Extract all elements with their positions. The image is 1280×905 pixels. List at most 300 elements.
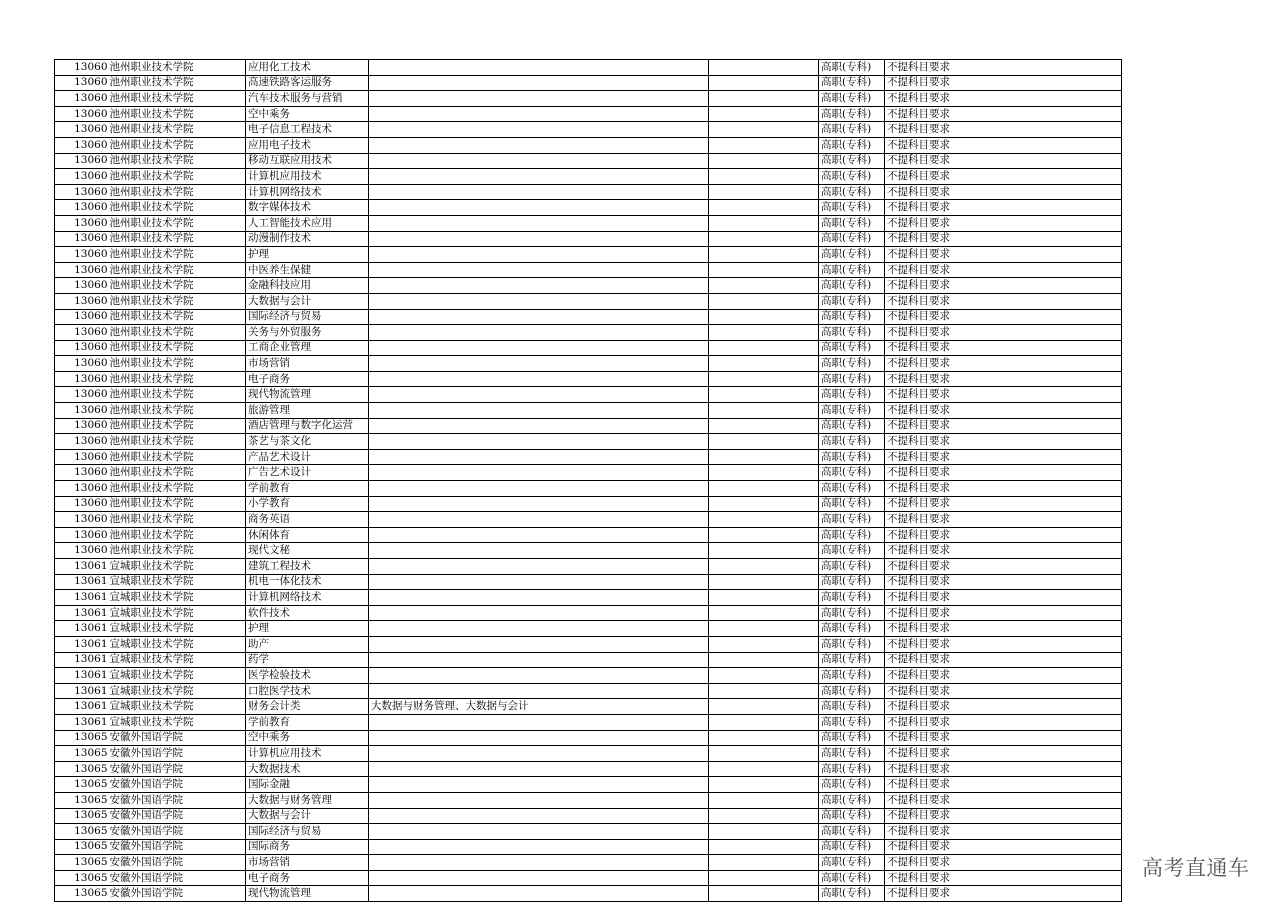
table-row: [55, 792, 1122, 808]
blank-cell: [709, 512, 819, 528]
major-name-cell: 医学检验技术: [246, 668, 369, 684]
major-name-cell: 现代文秘: [246, 543, 369, 559]
subject-requirement-cell: 不提科目要求: [885, 636, 1122, 652]
subject-requirement-cell: 不提科目要求: [885, 746, 1122, 762]
school-code-cell: 13060: [55, 356, 109, 372]
major-note-cell: [369, 200, 709, 216]
level-cell: 高职(专科): [819, 262, 885, 278]
school-name-cell: 池州职业技术学院: [109, 418, 246, 434]
level-cell: 高职(专科): [819, 605, 885, 621]
major-note-cell: [369, 231, 709, 247]
subject-requirement-cell: 不提科目要求: [885, 169, 1122, 185]
level-cell: 高职(专科): [819, 808, 885, 824]
subject-requirement-cell: 不提科目要求: [885, 839, 1122, 855]
school-code-cell: 13065: [55, 855, 109, 871]
blank-cell: [709, 636, 819, 652]
table-row: [55, 746, 1122, 762]
school-code-cell: 13060: [55, 184, 109, 200]
major-note-cell: [369, 215, 709, 231]
level-cell: 高职(专科): [819, 387, 885, 403]
level-cell: 高职(专科): [819, 543, 885, 559]
major-note-cell: [369, 590, 709, 606]
major-note-cell: [369, 293, 709, 309]
major-note-cell: [369, 418, 709, 434]
table-row: [55, 870, 1122, 886]
level-cell: 高职(专科): [819, 636, 885, 652]
subject-requirement-cell: 不提科目要求: [885, 543, 1122, 559]
school-code-cell: 13060: [55, 215, 109, 231]
school-name-cell: 宣城职业技术学院: [109, 699, 246, 715]
table-row: [55, 839, 1122, 855]
table-row: [55, 605, 1122, 621]
school-code-cell: 13060: [55, 512, 109, 528]
level-cell: 高职(专科): [819, 403, 885, 419]
school-code-cell: 13061: [55, 699, 109, 715]
table-row: [55, 122, 1122, 138]
blank-cell: [709, 746, 819, 762]
major-name-cell: 旅游管理: [246, 403, 369, 419]
major-note-cell: [369, 278, 709, 294]
school-name-cell: 安徽外国语学院: [109, 824, 246, 840]
table-row: [55, 293, 1122, 309]
blank-cell: [709, 792, 819, 808]
subject-requirement-cell: 不提科目要求: [885, 465, 1122, 481]
level-cell: 高职(专科): [819, 75, 885, 91]
school-code-cell: 13060: [55, 403, 109, 419]
school-code-cell: 13061: [55, 652, 109, 668]
major-name-cell: 现代物流管理: [246, 886, 369, 902]
blank-cell: [709, 278, 819, 294]
school-name-cell: 安徽外国语学院: [109, 792, 246, 808]
level-cell: 高职(专科): [819, 527, 885, 543]
subject-requirement-cell: 不提科目要求: [885, 621, 1122, 637]
major-name-cell: 移动互联应用技术: [246, 153, 369, 169]
blank-cell: [709, 340, 819, 356]
blank-cell: [709, 387, 819, 403]
level-cell: 高职(专科): [819, 449, 885, 465]
blank-cell: [709, 215, 819, 231]
level-cell: 高职(专科): [819, 886, 885, 902]
level-cell: 高职(专科): [819, 434, 885, 450]
school-name-cell: 宣城职业技术学院: [109, 683, 246, 699]
subject-requirement-cell: 不提科目要求: [885, 356, 1122, 372]
level-cell: 高职(专科): [819, 122, 885, 138]
school-name-cell: 安徽外国语学院: [109, 730, 246, 746]
subject-requirement-cell: 不提科目要求: [885, 215, 1122, 231]
major-name-cell: 数字媒体技术: [246, 200, 369, 216]
table-row: [55, 668, 1122, 684]
blank-cell: [709, 75, 819, 91]
major-note-cell: [369, 559, 709, 575]
major-note-cell: [369, 137, 709, 153]
level-cell: 高职(专科): [819, 106, 885, 122]
subject-requirement-cell: 不提科目要求: [885, 153, 1122, 169]
level-cell: 高职(专科): [819, 465, 885, 481]
major-name-cell: 口腔医学技术: [246, 683, 369, 699]
blank-cell: [709, 403, 819, 419]
major-name-cell: 电子商务: [246, 870, 369, 886]
school-code-cell: 13060: [55, 309, 109, 325]
major-note-cell: [369, 792, 709, 808]
subject-requirement-cell: 不提科目要求: [885, 496, 1122, 512]
table-row: [55, 824, 1122, 840]
subject-requirement-cell: 不提科目要求: [885, 449, 1122, 465]
major-note-cell: [369, 106, 709, 122]
blank-cell: [709, 371, 819, 387]
school-code-cell: 13065: [55, 824, 109, 840]
subject-requirement-cell: 不提科目要求: [885, 590, 1122, 606]
school-name-cell: 池州职业技术学院: [109, 60, 246, 76]
subject-requirement-cell: 不提科目要求: [885, 699, 1122, 715]
blank-cell: [709, 122, 819, 138]
level-cell: 高职(专科): [819, 340, 885, 356]
level-cell: 高职(专科): [819, 761, 885, 777]
major-note-cell: [369, 496, 709, 512]
level-cell: 高职(专科): [819, 652, 885, 668]
blank-cell: [709, 262, 819, 278]
subject-requirement-cell: 不提科目要求: [885, 137, 1122, 153]
subject-requirement-cell: 不提科目要求: [885, 184, 1122, 200]
table-row: [55, 699, 1122, 715]
major-name-cell: 电子信息工程技术: [246, 122, 369, 138]
school-name-cell: 池州职业技术学院: [109, 122, 246, 138]
major-note-cell: [369, 356, 709, 372]
subject-requirement-cell: 不提科目要求: [885, 714, 1122, 730]
blank-cell: [709, 496, 819, 512]
subject-requirement-cell: 不提科目要求: [885, 91, 1122, 107]
school-code-cell: 13060: [55, 527, 109, 543]
major-name-cell: 市场营销: [246, 855, 369, 871]
blank-cell: [709, 60, 819, 76]
table-row: [55, 434, 1122, 450]
blank-cell: [709, 325, 819, 341]
major-name-cell: 财务会计类: [246, 699, 369, 715]
school-code-cell: 13065: [55, 886, 109, 902]
watermark-logo: 高考直通车: [1142, 856, 1250, 880]
table-row: [55, 714, 1122, 730]
major-name-cell: 软件技术: [246, 605, 369, 621]
major-name-cell: 动漫制作技术: [246, 231, 369, 247]
major-note-cell: [369, 465, 709, 481]
major-name-cell: 中医养生保健: [246, 262, 369, 278]
subject-requirement-cell: 不提科目要求: [885, 278, 1122, 294]
school-name-cell: 池州职业技术学院: [109, 91, 246, 107]
blank-cell: [709, 153, 819, 169]
level-cell: 高职(专科): [819, 481, 885, 497]
school-code-cell: 13065: [55, 839, 109, 855]
school-code-cell: 13060: [55, 371, 109, 387]
school-code-cell: 13060: [55, 200, 109, 216]
school-code-cell: 13060: [55, 75, 109, 91]
major-note-cell: [369, 730, 709, 746]
blank-cell: [709, 106, 819, 122]
major-name-cell: 药学: [246, 652, 369, 668]
school-code-cell: 13061: [55, 714, 109, 730]
major-note-cell: [369, 855, 709, 871]
school-name-cell: 安徽外国语学院: [109, 808, 246, 824]
blank-cell: [709, 481, 819, 497]
blank-cell: [709, 169, 819, 185]
level-cell: 高职(专科): [819, 792, 885, 808]
school-name-cell: 安徽外国语学院: [109, 839, 246, 855]
major-name-cell: 计算机网络技术: [246, 590, 369, 606]
blank-cell: [709, 543, 819, 559]
subject-requirement-cell: 不提科目要求: [885, 870, 1122, 886]
table-row: [55, 184, 1122, 200]
table-row: [55, 403, 1122, 419]
subject-requirement-cell: 不提科目要求: [885, 824, 1122, 840]
major-note-cell: [369, 184, 709, 200]
level-cell: 高职(专科): [819, 200, 885, 216]
table-row: [55, 262, 1122, 278]
level-cell: 高职(专科): [819, 824, 885, 840]
blank-cell: [709, 465, 819, 481]
school-name-cell: 池州职业技术学院: [109, 465, 246, 481]
table-row: [55, 325, 1122, 341]
school-code-cell: 13060: [55, 496, 109, 512]
subject-requirement-cell: 不提科目要求: [885, 559, 1122, 575]
major-name-cell: 建筑工程技术: [246, 559, 369, 575]
school-name-cell: 池州职业技术学院: [109, 481, 246, 497]
blank-cell: [709, 870, 819, 886]
school-code-cell: 13061: [55, 574, 109, 590]
level-cell: 高职(专科): [819, 293, 885, 309]
subject-requirement-cell: 不提科目要求: [885, 231, 1122, 247]
school-code-cell: 13065: [55, 746, 109, 762]
school-code-cell: 13065: [55, 870, 109, 886]
major-note-cell: [369, 340, 709, 356]
major-note-cell: [369, 605, 709, 621]
school-name-cell: 池州职业技术学院: [109, 184, 246, 200]
blank-cell: [709, 605, 819, 621]
major-name-cell: 广告艺术设计: [246, 465, 369, 481]
school-name-cell: 池州职业技术学院: [109, 309, 246, 325]
subject-requirement-cell: 不提科目要求: [885, 668, 1122, 684]
level-cell: 高职(专科): [819, 559, 885, 575]
subject-requirement-cell: 不提科目要求: [885, 481, 1122, 497]
major-note-cell: [369, 75, 709, 91]
major-name-cell: 计算机网络技术: [246, 184, 369, 200]
major-note-cell: [369, 325, 709, 341]
table-row: [55, 200, 1122, 216]
major-note-cell: [369, 122, 709, 138]
table-row: [55, 543, 1122, 559]
major-name-cell: 学前教育: [246, 714, 369, 730]
major-note-cell: [369, 262, 709, 278]
major-name-cell: 大数据与会计: [246, 293, 369, 309]
level-cell: 高职(专科): [819, 699, 885, 715]
school-name-cell: 宣城职业技术学院: [109, 636, 246, 652]
blank-cell: [709, 683, 819, 699]
school-code-cell: 13065: [55, 761, 109, 777]
school-name-cell: 宣城职业技术学院: [109, 574, 246, 590]
school-code-cell: 13060: [55, 449, 109, 465]
school-code-cell: 13060: [55, 465, 109, 481]
school-name-cell: 安徽外国语学院: [109, 886, 246, 902]
blank-cell: [709, 434, 819, 450]
major-name-cell: 应用化工技术: [246, 60, 369, 76]
subject-requirement-cell: 不提科目要求: [885, 325, 1122, 341]
school-code-cell: 13060: [55, 543, 109, 559]
school-name-cell: 池州职业技术学院: [109, 325, 246, 341]
school-name-cell: 宣城职业技术学院: [109, 559, 246, 575]
school-code-cell: 13060: [55, 231, 109, 247]
blank-cell: [709, 137, 819, 153]
blank-cell: [709, 730, 819, 746]
blank-cell: [709, 418, 819, 434]
major-name-cell: 护理: [246, 621, 369, 637]
subject-requirement-cell: 不提科目要求: [885, 730, 1122, 746]
major-name-cell: 金融科技应用: [246, 278, 369, 294]
level-cell: 高职(专科): [819, 870, 885, 886]
level-cell: 高职(专科): [819, 683, 885, 699]
major-name-cell: 大数据与财务管理: [246, 792, 369, 808]
level-cell: 高职(专科): [819, 137, 885, 153]
subject-requirement-cell: 不提科目要求: [885, 122, 1122, 138]
subject-requirement-cell: 不提科目要求: [885, 886, 1122, 902]
table-row: [55, 886, 1122, 902]
blank-cell: [709, 761, 819, 777]
subject-requirement-cell: 不提科目要求: [885, 527, 1122, 543]
subject-requirement-cell: 不提科目要求: [885, 403, 1122, 419]
major-note-cell: [369, 449, 709, 465]
school-code-cell: 13061: [55, 605, 109, 621]
blank-cell: [709, 527, 819, 543]
subject-requirement-cell: 不提科目要求: [885, 293, 1122, 309]
level-cell: 高职(专科): [819, 621, 885, 637]
school-code-cell: 13060: [55, 60, 109, 76]
school-name-cell: 安徽外国语学院: [109, 777, 246, 793]
school-name-cell: 池州职业技术学院: [109, 247, 246, 263]
level-cell: 高职(专科): [819, 60, 885, 76]
major-name-cell: 国际商务: [246, 839, 369, 855]
school-name-cell: 池州职业技术学院: [109, 169, 246, 185]
blank-cell: [709, 714, 819, 730]
major-name-cell: 大数据与会计: [246, 808, 369, 824]
school-code-cell: 13065: [55, 730, 109, 746]
school-code-cell: 13060: [55, 418, 109, 434]
level-cell: 高职(专科): [819, 777, 885, 793]
blank-cell: [709, 824, 819, 840]
level-cell: 高职(专科): [819, 231, 885, 247]
subject-requirement-cell: 不提科目要求: [885, 309, 1122, 325]
school-name-cell: 池州职业技术学院: [109, 371, 246, 387]
table-row: [55, 574, 1122, 590]
school-code-cell: 13061: [55, 668, 109, 684]
subject-requirement-cell: 不提科目要求: [885, 434, 1122, 450]
subject-requirement-cell: 不提科目要求: [885, 106, 1122, 122]
major-note-cell: [369, 683, 709, 699]
school-name-cell: 池州职业技术学院: [109, 543, 246, 559]
table-row: [55, 137, 1122, 153]
school-name-cell: 池州职业技术学院: [109, 512, 246, 528]
major-note-cell: [369, 387, 709, 403]
subject-requirement-cell: 不提科目要求: [885, 574, 1122, 590]
major-name-cell: 学前教育: [246, 481, 369, 497]
subject-requirement-cell: 不提科目要求: [885, 777, 1122, 793]
school-code-cell: 13060: [55, 434, 109, 450]
blank-cell: [709, 200, 819, 216]
school-code-cell: 13060: [55, 169, 109, 185]
school-name-cell: 池州职业技术学院: [109, 293, 246, 309]
level-cell: 高职(专科): [819, 590, 885, 606]
level-cell: 高职(专科): [819, 714, 885, 730]
major-note-cell: [369, 481, 709, 497]
table-row: [55, 481, 1122, 497]
blank-cell: [709, 839, 819, 855]
level-cell: 高职(专科): [819, 309, 885, 325]
subject-requirement-cell: 不提科目要求: [885, 262, 1122, 278]
major-name-cell: 人工智能技术应用: [246, 215, 369, 231]
level-cell: 高职(专科): [819, 730, 885, 746]
major-name-cell: 产品艺术设计: [246, 449, 369, 465]
table-body: [55, 60, 1122, 902]
school-code-cell: 13060: [55, 387, 109, 403]
major-name-cell: 护理: [246, 247, 369, 263]
blank-cell: [709, 356, 819, 372]
table-row: [55, 371, 1122, 387]
school-code-cell: 13061: [55, 621, 109, 637]
major-note-cell: [369, 403, 709, 419]
school-code-cell: 13065: [55, 792, 109, 808]
school-code-cell: 13060: [55, 325, 109, 341]
blank-cell: [709, 247, 819, 263]
level-cell: 高职(专科): [819, 247, 885, 263]
school-code-cell: 13060: [55, 137, 109, 153]
table-row: [55, 231, 1122, 247]
table-row: [55, 215, 1122, 231]
school-code-cell: 13060: [55, 481, 109, 497]
table-row: [55, 60, 1122, 76]
table-row: [55, 153, 1122, 169]
major-name-cell: 助产: [246, 636, 369, 652]
subject-requirement-cell: 不提科目要求: [885, 340, 1122, 356]
school-name-cell: 安徽外国语学院: [109, 855, 246, 871]
subject-requirement-cell: 不提科目要求: [885, 761, 1122, 777]
major-name-cell: 现代物流管理: [246, 387, 369, 403]
major-note-cell: [369, 808, 709, 824]
major-name-cell: 电子商务: [246, 371, 369, 387]
blank-cell: [709, 621, 819, 637]
blank-cell: [709, 449, 819, 465]
school-code-cell: 13061: [55, 636, 109, 652]
school-code-cell: 13060: [55, 278, 109, 294]
blank-cell: [709, 668, 819, 684]
level-cell: 高职(专科): [819, 278, 885, 294]
school-code-cell: 13060: [55, 340, 109, 356]
level-cell: 高职(专科): [819, 418, 885, 434]
major-note-cell: [369, 621, 709, 637]
subject-requirement-cell: 不提科目要求: [885, 652, 1122, 668]
major-note-cell: [369, 512, 709, 528]
admissions-table: [54, 59, 1122, 902]
table-row: [55, 621, 1122, 637]
table-row: [55, 465, 1122, 481]
school-name-cell: 池州职业技术学院: [109, 278, 246, 294]
school-name-cell: 池州职业技术学院: [109, 215, 246, 231]
school-code-cell: 13065: [55, 808, 109, 824]
school-code-cell: 13061: [55, 590, 109, 606]
major-name-cell: 茶艺与茶文化: [246, 434, 369, 450]
table-row: [55, 808, 1122, 824]
blank-cell: [709, 777, 819, 793]
school-name-cell: 宣城职业技术学院: [109, 714, 246, 730]
subject-requirement-cell: 不提科目要求: [885, 247, 1122, 263]
level-cell: 高职(专科): [819, 512, 885, 528]
major-note-cell: [369, 839, 709, 855]
major-note-cell: [369, 761, 709, 777]
major-name-cell: 国际金融: [246, 777, 369, 793]
